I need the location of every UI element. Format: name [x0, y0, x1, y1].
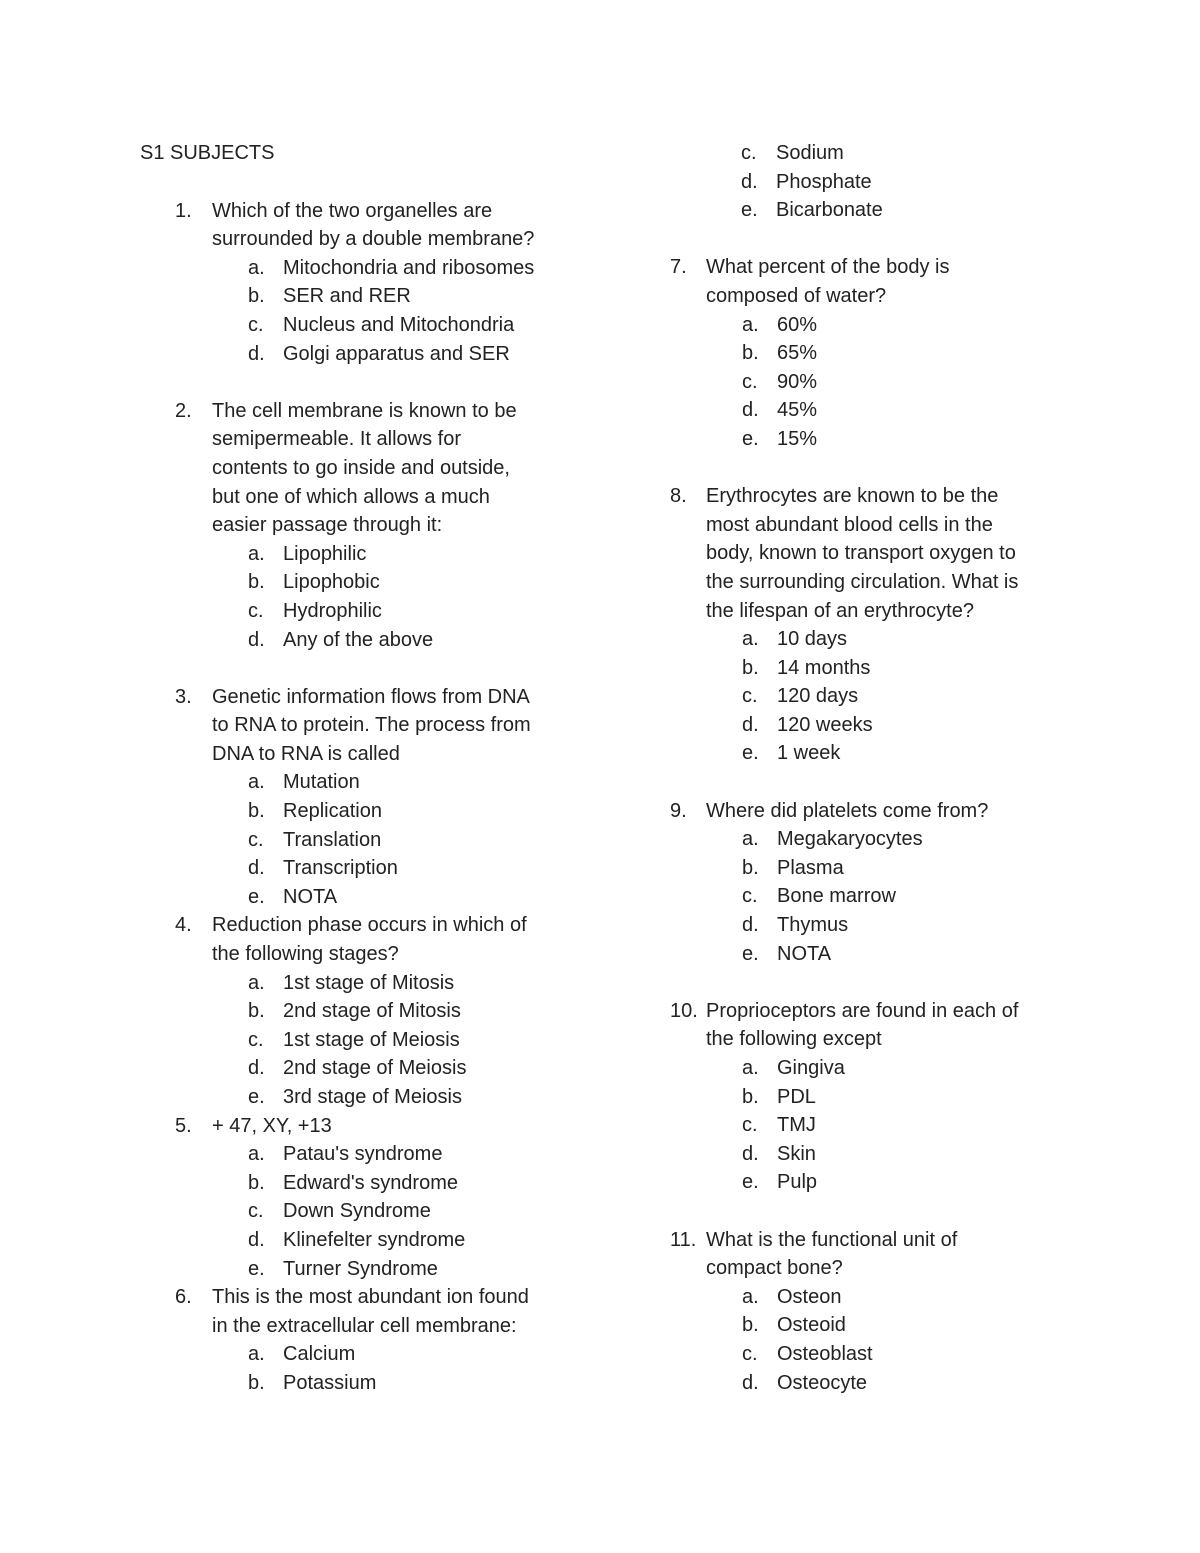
right-column — [670, 139, 1070, 1397]
answer-option — [212, 1255, 580, 1284]
question-number: 4. — [175, 914, 192, 937]
question-number: 6. — [175, 1286, 192, 1309]
option-text: 15% — [777, 427, 818, 450]
option-text: 60% — [777, 313, 818, 336]
spacer — [670, 225, 1070, 254]
option-text: Gingiva — [777, 1057, 845, 1079]
option-letter: b. — [742, 856, 759, 879]
answer-option — [212, 597, 580, 626]
question-item — [670, 1226, 1070, 1398]
question-number: 10. — [670, 999, 698, 1022]
answer-option — [706, 368, 1070, 397]
answer-option — [706, 425, 1070, 454]
option-letter: e. — [742, 742, 759, 765]
option-text: Golgi apparatus and SER — [283, 342, 510, 365]
answer-option — [212, 797, 580, 826]
answer-option — [212, 1054, 580, 1083]
option-text: 65% — [777, 342, 818, 365]
answer-option — [212, 826, 580, 855]
option-letter: d. — [248, 342, 265, 365]
option-letter: b. — [248, 1371, 265, 1394]
option-letter: a. — [248, 1143, 265, 1166]
question-item — [140, 397, 580, 654]
option-text: 120 weeks — [777, 713, 873, 736]
answer-option — [706, 882, 1070, 911]
option-letter: c. — [742, 370, 758, 393]
answer-option — [212, 254, 580, 283]
option-letter: a. — [248, 771, 265, 794]
answer-option — [212, 282, 580, 311]
answer-option — [212, 540, 580, 569]
answer-options — [706, 625, 1070, 768]
option-letter: c. — [248, 313, 264, 336]
answer-options — [212, 768, 580, 911]
spacer — [140, 654, 580, 683]
answer-option — [212, 1369, 580, 1398]
question-number: 3. — [175, 685, 192, 708]
option-text: Osteoid — [777, 1314, 846, 1337]
option-letter: d. — [742, 713, 759, 736]
question-text: Erythrocytes are known to be the most abundant blood cells in the body, known to transport oxygen to the surrounding circulation. What is the lifespan of an erythrocyte? — [706, 485, 1019, 622]
answer-option — [706, 339, 1070, 368]
option-letter: b. — [248, 1000, 265, 1023]
answer-option — [706, 854, 1070, 883]
question-text: Which of the two organelles are surrounded by a double membrane? — [212, 199, 535, 251]
question-item — [140, 1112, 580, 1284]
question-number: 2. — [175, 399, 192, 422]
option-text: 120 days — [777, 685, 859, 708]
option-letter: b. — [742, 656, 759, 679]
answer-options — [706, 1283, 1070, 1397]
option-letter: e. — [248, 1257, 265, 1280]
option-text: Down Syndrome — [283, 1200, 431, 1223]
answer-option — [212, 626, 580, 655]
option-text: Any of the above — [283, 628, 434, 651]
option-text: Potassium — [283, 1371, 377, 1394]
option-text: 3rd stage of Meiosis — [283, 1086, 462, 1108]
option-text: Mitochondria and ribosomes — [283, 256, 535, 279]
option-letter: b. — [248, 571, 265, 594]
option-text: TMJ — [777, 1114, 816, 1137]
answer-option — [706, 396, 1070, 425]
option-letter: a. — [742, 1285, 759, 1308]
option-letter: e. — [741, 199, 758, 222]
option-letter: a. — [742, 1057, 759, 1079]
option-text: Osteoblast — [777, 1342, 873, 1365]
question-text: Where did platelets come from? — [706, 799, 989, 822]
option-text: Lipophilic — [283, 542, 367, 565]
option-text: Thymus — [777, 914, 849, 937]
option-text: Turner Syndrome — [283, 1257, 438, 1280]
answer-option — [212, 1140, 580, 1169]
spacer — [140, 368, 580, 397]
answer-option — [706, 711, 1070, 740]
option-letter: e. — [742, 942, 759, 965]
left-question-list — [140, 197, 580, 1398]
answer-options — [212, 1140, 580, 1283]
answer-option — [706, 1283, 1070, 1312]
answer-options — [212, 1340, 580, 1397]
question-item — [140, 1283, 580, 1397]
option-text: 45% — [777, 399, 818, 422]
option-text: Transcription — [283, 857, 398, 880]
answer-option — [212, 768, 580, 797]
option-text: Plasma — [777, 856, 844, 879]
option-text: Klinefelter syndrome — [283, 1228, 466, 1251]
answer-option — [706, 654, 1070, 683]
option-letter: a. — [248, 1343, 265, 1366]
answer-option — [212, 969, 580, 998]
left-column — [140, 139, 580, 1398]
option-letter: b. — [742, 1085, 759, 1108]
option-letter: a. — [742, 828, 759, 851]
spacer — [670, 768, 1070, 797]
option-text: Osteon — [777, 1285, 842, 1308]
question-item — [670, 797, 1070, 969]
answer-options — [212, 540, 580, 654]
answer-option — [212, 340, 580, 369]
answer-options — [212, 969, 580, 1112]
option-text: 10 days — [777, 628, 848, 651]
answer-option — [670, 139, 1070, 168]
question-item — [140, 911, 580, 1111]
answer-option — [706, 739, 1070, 768]
option-text: 1 week — [777, 742, 841, 765]
option-text: PDL — [777, 1085, 816, 1108]
option-text: Osteocyte — [777, 1371, 868, 1394]
option-text: Phosphate — [776, 170, 872, 193]
answer-option — [706, 1311, 1070, 1340]
answer-option — [212, 1340, 580, 1369]
option-letter: d. — [248, 1228, 265, 1251]
option-text: Mutation — [283, 771, 360, 794]
option-text: Hydrophilic — [283, 599, 382, 622]
option-text: Bone marrow — [777, 885, 896, 908]
question-number: 7. — [670, 256, 687, 279]
answer-option — [706, 1054, 1070, 1083]
answer-option — [212, 1083, 580, 1112]
option-letter: c. — [741, 142, 757, 164]
answer-option — [706, 1369, 1070, 1398]
question-item — [670, 997, 1070, 1197]
question-number: 5. — [175, 1114, 192, 1137]
spacer — [670, 968, 1070, 997]
answer-options — [706, 1054, 1070, 1197]
option-letter: b. — [248, 1171, 265, 1194]
answer-option — [706, 825, 1070, 854]
answer-option — [212, 1169, 580, 1198]
answer-option — [212, 997, 580, 1026]
option-letter: d. — [742, 399, 759, 422]
answer-option — [670, 196, 1070, 225]
answer-options — [706, 311, 1070, 454]
option-text: 2nd stage of Meiosis — [283, 1057, 467, 1080]
option-text: 1st stage of Meiosis — [283, 1028, 460, 1051]
answer-option — [212, 568, 580, 597]
answer-option — [212, 311, 580, 340]
answer-option — [212, 854, 580, 883]
option-text: Calcium — [283, 1343, 356, 1366]
question-text: The cell membrane is known to be semipermeable. It allows for contents to go inside and outside, but one of which allows a much easier passage through it: — [212, 399, 517, 537]
option-letter: a. — [248, 971, 265, 994]
option-text: Patau's syndrome — [283, 1143, 443, 1166]
option-letter: d. — [248, 628, 265, 651]
option-text: Replication — [283, 800, 382, 823]
option-letter: e. — [742, 427, 759, 450]
option-letter: c. — [742, 1342, 758, 1365]
option-letter: d. — [248, 857, 265, 880]
option-letter: b. — [248, 800, 265, 823]
question-number: 1. — [175, 199, 192, 222]
answer-option — [212, 883, 580, 912]
question-text: Genetic information flows from DNA to RNA to protein. The process from DNA to RNA is called — [212, 685, 531, 765]
answer-options — [212, 254, 580, 368]
option-letter: a. — [248, 256, 265, 279]
option-letter: a. — [248, 542, 265, 565]
question-text: + 47, XY, +13 — [212, 1114, 332, 1137]
option-letter: b. — [742, 1314, 759, 1337]
option-letter: e. — [248, 885, 265, 908]
option-text: Megakaryocytes — [777, 828, 923, 851]
question-item — [670, 253, 1070, 453]
option-text: Nucleus and Mitochondria — [283, 313, 515, 336]
answer-options — [706, 825, 1070, 968]
answer-option — [212, 1197, 580, 1226]
answer-option — [706, 1140, 1070, 1169]
question-text: Reduction phase occurs in which of the following stages? — [212, 914, 527, 966]
question-item — [670, 482, 1070, 768]
question-number: 11. — [670, 1228, 697, 1251]
spacer — [670, 1197, 1070, 1226]
option-text: Sodium — [776, 142, 844, 164]
option-letter: d. — [248, 1057, 265, 1080]
answer-option — [212, 1026, 580, 1055]
question-item — [140, 197, 580, 369]
option-text: SER and RER — [283, 285, 411, 308]
option-letter: e. — [742, 1171, 759, 1194]
option-letter: c. — [248, 1200, 264, 1223]
option-letter: d. — [742, 1371, 759, 1394]
option-letter: b. — [742, 342, 759, 365]
right-question-list — [670, 253, 1070, 1397]
option-letter: b. — [248, 285, 265, 308]
option-letter: d. — [742, 914, 759, 937]
option-text: Pulp — [777, 1171, 818, 1194]
answer-option — [706, 1111, 1070, 1140]
spacer — [670, 454, 1070, 483]
option-letter: c. — [742, 1114, 758, 1137]
option-letter: d. — [741, 170, 758, 193]
question-text: This is the most abundant ion found in the extracellular cell membrane: — [212, 1286, 529, 1337]
option-text: Edward's syndrome — [283, 1171, 458, 1194]
question-number: 9. — [670, 799, 687, 822]
question-item — [140, 683, 580, 912]
option-letter: c. — [742, 885, 758, 908]
option-text: Skin — [777, 1142, 816, 1165]
option-text: 1st stage of Mitosis — [283, 971, 455, 994]
option-letter: c. — [248, 1028, 264, 1051]
question-text: What is the functional unit of compact bone? — [706, 1228, 958, 1280]
answer-option — [706, 1340, 1070, 1369]
answer-option — [706, 311, 1070, 340]
option-text: 2nd stage of Mitosis — [283, 1000, 461, 1023]
answer-option — [670, 168, 1070, 197]
answer-option — [212, 1226, 580, 1255]
answer-option — [706, 1083, 1070, 1112]
answer-option — [706, 940, 1070, 969]
option-letter: d. — [742, 1142, 759, 1165]
question-6-continued-options — [670, 139, 1070, 225]
answer-option — [706, 1168, 1070, 1197]
option-text: 90% — [777, 370, 818, 393]
option-letter: e. — [248, 1086, 265, 1108]
option-text: Lipophobic — [283, 571, 380, 594]
option-letter: a. — [742, 628, 759, 651]
option-letter: c. — [248, 828, 264, 851]
option-letter: a. — [742, 313, 759, 336]
option-text: NOTA — [777, 942, 832, 965]
question-text: What percent of the body is composed of water? — [706, 256, 950, 307]
answer-option — [706, 682, 1070, 711]
option-letter: c. — [742, 685, 758, 708]
answer-option — [706, 625, 1070, 654]
option-text: NOTA — [283, 885, 338, 908]
option-text: 14 months — [777, 656, 871, 679]
question-text: Proprioceptors are found in each of the following except — [706, 999, 1019, 1051]
option-letter: c. — [248, 599, 264, 622]
question-number: 8. — [670, 485, 687, 508]
page-title: S1 SUBJECTS — [140, 142, 275, 164]
answer-option — [706, 911, 1070, 940]
option-text: Bicarbonate — [776, 199, 883, 222]
option-text: Translation — [283, 828, 382, 851]
